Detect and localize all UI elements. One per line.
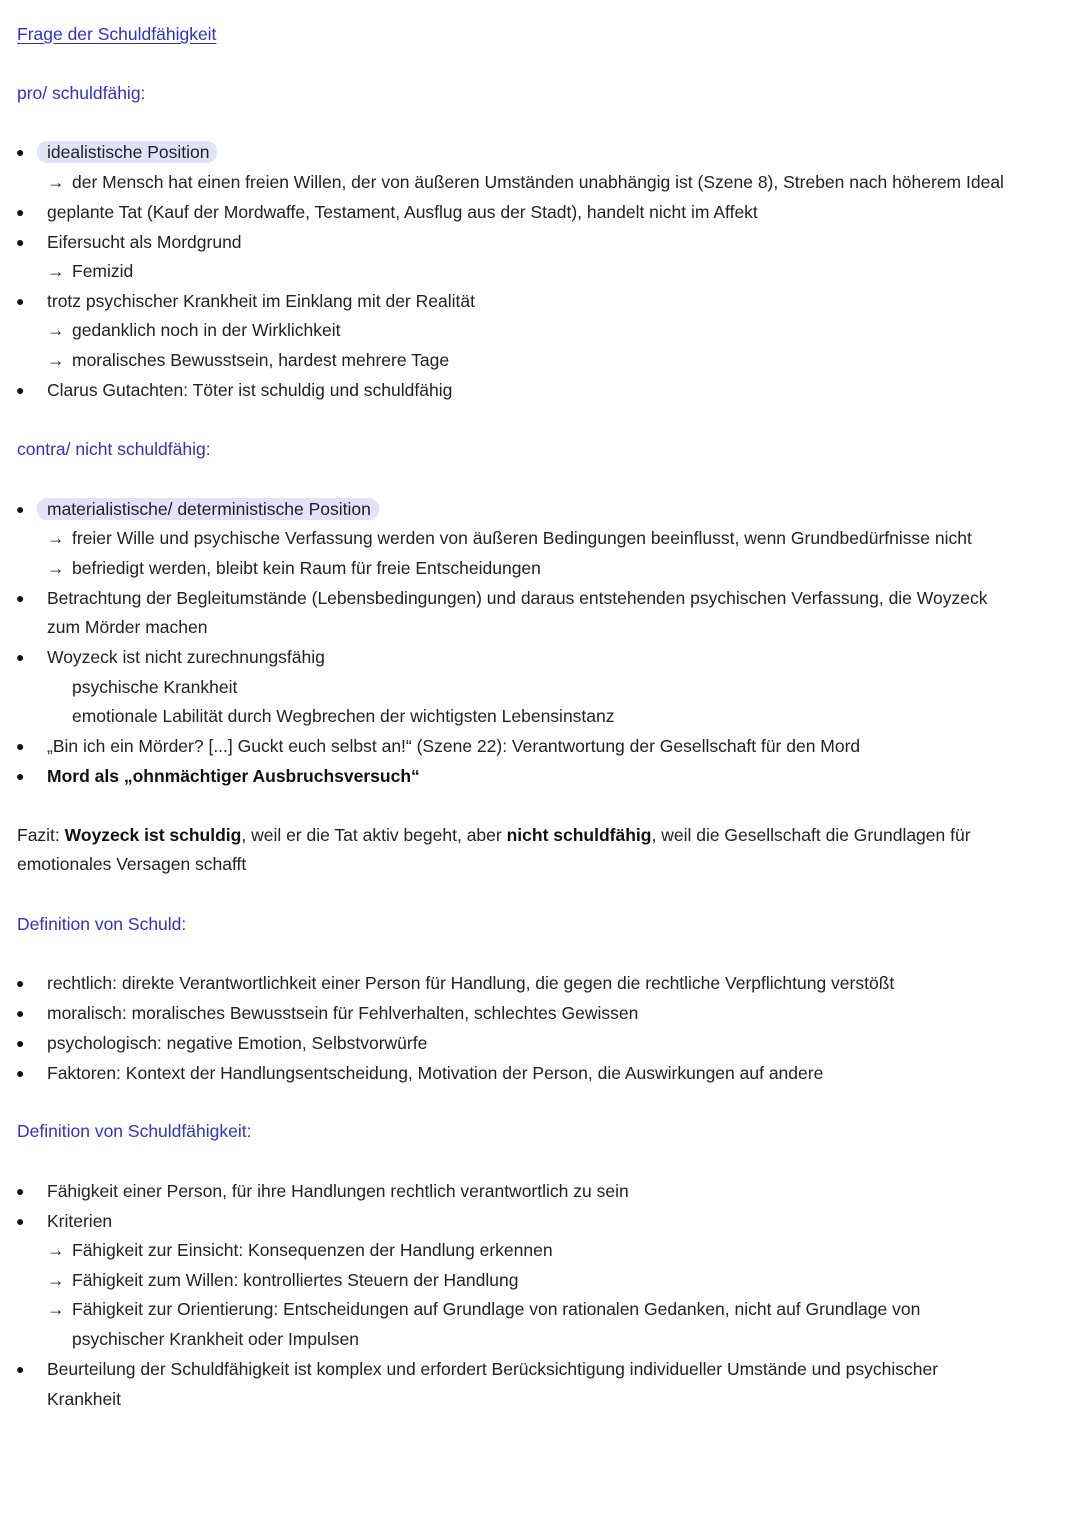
list-item: emotionale Labilität durch Wegbrechen der wichtigsten Lebensinstanz bbox=[72, 706, 615, 726]
page-title[interactable]: Frage der Schuldfähigkeit bbox=[17, 24, 217, 44]
bullet-icon: ● bbox=[16, 649, 25, 665]
list-item: ● Fähigkeit einer Person, für ihre Handlungen rechtlich verantwortlich zu sein bbox=[0, 1176, 1080, 1206]
arrow-right-icon: → bbox=[47, 350, 65, 370]
bullet-icon: ● bbox=[16, 1213, 25, 1229]
list-item: ● psychologisch: negative Emotion, Selbstvorwürfe bbox=[0, 1028, 1080, 1058]
list-item: → befriedigt werden, bleibt kein Raum für freie Entscheidungen bbox=[0, 553, 1080, 583]
bullet-icon: ● bbox=[16, 293, 25, 309]
bullet-icon: ● bbox=[16, 590, 25, 606]
arrow-right-icon: → bbox=[47, 172, 65, 192]
bullet-icon: ● bbox=[16, 204, 25, 220]
arrow-right-icon: → bbox=[47, 1270, 65, 1290]
list-item bbox=[0, 494, 1080, 524]
list-item: → gedanklich noch in der Wirklichkeit bbox=[0, 315, 1080, 345]
list-item: psychischer Krankheit oder Impulsen bbox=[72, 1329, 359, 1349]
arrow-right-icon: → bbox=[47, 528, 65, 548]
bullet-icon: ● bbox=[16, 1035, 25, 1051]
list-item: Krankheit bbox=[47, 1389, 121, 1409]
list-item: → Fähigkeit zur Orientierung: Entscheidungen auf Grundlage von rationalen Gedanken, nicht auf Grundlage von bbox=[0, 1294, 1080, 1324]
arrow-right-icon: → bbox=[47, 558, 65, 578]
bullet-icon: ● bbox=[16, 1361, 25, 1377]
list-item: zum Mörder machen bbox=[47, 617, 208, 637]
list-item: ● moralisch: moralisches Bewusstsein für Fehlverhalten, schlechtes Gewissen bbox=[0, 998, 1080, 1028]
faehigkeit-heading: Definition von Schuldfähigkeit: bbox=[17, 1121, 252, 1141]
list-item: ● Woyzeck ist nicht zurechnungsfähig bbox=[0, 642, 1080, 672]
list-item: ● Mord als „ohnmächtiger Ausbruchsversuch“ bbox=[0, 761, 1080, 791]
bullet-icon: ● bbox=[16, 738, 25, 754]
list-item: ● rechtlich: direkte Verantwortlichkeit einer Person für Handlung, die gegen die rechtliche Verpflichtung verstößt bbox=[0, 968, 1080, 998]
list-item: → moralisches Bewusstsein, hardest mehrere Tage bbox=[0, 345, 1080, 375]
list-item: ● Beurteilung der Schuldfähigkeit ist komplex und erfordert Berücksichtigung individueller Umstände und psychischer bbox=[0, 1354, 1080, 1384]
list-item: → der Mensch hat einen freien Willen, der von äußeren Umständen unabhängig ist (Szene 8), Streben nach höherem Ideal bbox=[0, 167, 1080, 197]
bullet-icon: ● bbox=[16, 234, 25, 250]
list-item: ● trotz psychischer Krankheit im Einklang mit der Realität bbox=[0, 286, 1080, 316]
list-item: → Fähigkeit zur Einsicht: Konsequenzen der Handlung erkennen bbox=[0, 1235, 1080, 1265]
bullet-icon: ● bbox=[16, 1005, 25, 1021]
bullet-icon: ● bbox=[16, 1065, 25, 1081]
list-item: ● „Bin ich ein Mörder? [...] Guckt euch selbst an!“ (Szene 22): Verantwortung der Gesellschaft für den Mord bbox=[0, 731, 1080, 761]
list-item: psychische Krankheit bbox=[72, 677, 238, 697]
list-item: ● Faktoren: Kontext der Handlungsentscheidung, Motivation der Person, die Auswirkungen auf andere bbox=[0, 1058, 1080, 1088]
bullet-icon: ● bbox=[16, 1183, 25, 1199]
list-item: → Fähigkeit zum Willen: kontrolliertes Steuern der Handlung bbox=[0, 1265, 1080, 1295]
list-item: ● Kriterien bbox=[0, 1206, 1080, 1236]
arrow-right-icon: → bbox=[47, 320, 65, 340]
schuld-heading: Definition von Schuld: bbox=[17, 914, 187, 934]
bullet-icon: ● bbox=[16, 975, 25, 991]
list-item: → Femizid bbox=[0, 256, 1080, 286]
bullet-icon: ● bbox=[16, 382, 25, 398]
bullet-icon: ● bbox=[16, 144, 25, 160]
arrow-right-icon: → bbox=[47, 1299, 65, 1319]
arrow-right-icon: → bbox=[47, 261, 65, 281]
list-item: ● Clarus Gutachten: Töter ist schuldig und schuldfähig bbox=[0, 375, 1080, 405]
fazit-line2: emotionales Versagen schafft bbox=[17, 854, 247, 874]
list-item: → freier Wille und psychische Verfassung werden von äußeren Bedingungen beeinflusst, wenn Grundbedürfnisse nicht bbox=[0, 523, 1080, 553]
highlight: materialistische/ deterministische Position bbox=[37, 498, 379, 520]
bullet-icon: ● bbox=[16, 501, 25, 517]
list-item: ● geplante Tat (Kauf der Mordwaffe, Testament, Ausflug aus der Stadt), handelt nicht im Affekt bbox=[0, 197, 1080, 227]
fazit: Fazit: Woyzeck ist schuldig, weil er die Tat aktiv begeht, aber nicht schuldfähig, weil die Gesellschaft die Grundlagen für bbox=[17, 825, 971, 845]
bullet-icon: ● bbox=[16, 768, 25, 784]
arrow-right-icon: → bbox=[47, 1240, 65, 1260]
list-item: ● Eifersucht als Mordgrund bbox=[0, 227, 1080, 257]
list-item bbox=[0, 137, 1080, 167]
list-item: ● Betrachtung der Begleitumstände (Lebensbedingungen) und daraus entstehenden psychischen Verfassung, die Woyzeck bbox=[0, 583, 1080, 613]
highlight: idealistische Position bbox=[37, 141, 217, 163]
contra-heading: contra/ nicht schuldfähig: bbox=[17, 439, 211, 459]
pro-heading: pro/ schuldfähig: bbox=[17, 83, 146, 103]
